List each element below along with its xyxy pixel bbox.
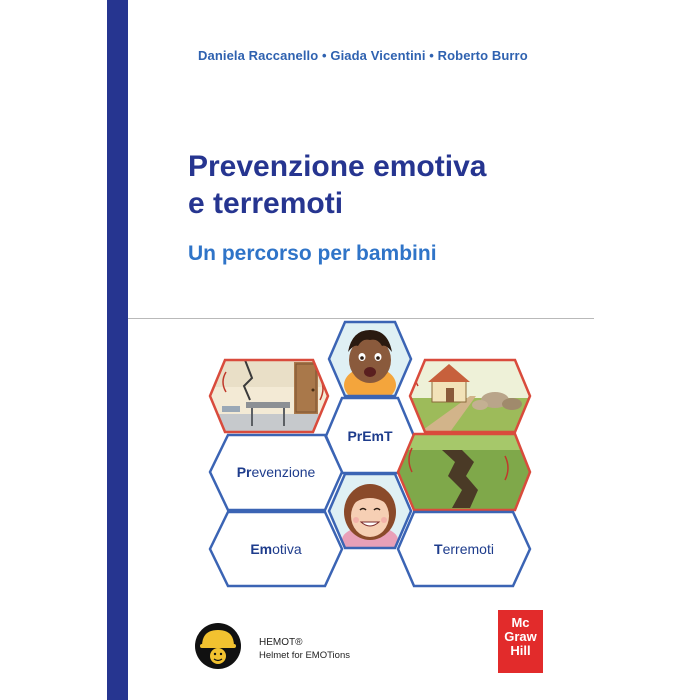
prevenzione-hexagon	[210, 435, 342, 510]
prevenzione-initial: Pr	[236, 464, 252, 480]
publisher-logo	[498, 610, 543, 673]
boy-face-image	[325, 318, 415, 403]
publisher-line-3: Hill	[510, 643, 531, 658]
classroom-scene-image	[205, 355, 335, 438]
title-line-2: e terremoti	[188, 187, 344, 220]
hemot-name: HEMOT®	[259, 637, 303, 648]
hemot-helmet-logo	[195, 623, 241, 669]
ground-crack-scene-image	[395, 430, 535, 514]
premt-label: PrEmT	[347, 428, 393, 444]
emotiva-rest: otiva	[272, 541, 302, 557]
terremoti-label	[434, 541, 494, 557]
terremoti-initial: T	[434, 541, 443, 557]
author-list: Daniela Raccanello • Giada Vicentini • Roberto Burro	[198, 48, 528, 63]
house-scene-image	[405, 355, 535, 438]
emotiva-hexagon	[210, 512, 342, 586]
premt-hexagon	[326, 398, 414, 473]
prevenzione-rest: evenzione	[251, 464, 316, 480]
publisher-line-1: Mc	[511, 615, 530, 630]
hemot-tagline: Helmet for EMOTions	[259, 650, 350, 661]
title-line-1: Prevenzione emotiva	[188, 150, 487, 183]
hemot-logo-text	[259, 636, 350, 662]
terremoti-hexagon	[398, 512, 530, 586]
book-subtitle: Un percorso per bambini	[188, 242, 437, 265]
prevenzione-label	[237, 464, 316, 480]
publisher-line-2: Graw	[504, 629, 537, 644]
emotiva-initial: Em	[250, 541, 273, 557]
terremoti-rest: erremoti	[442, 541, 494, 557]
emotiva-label	[250, 541, 302, 557]
